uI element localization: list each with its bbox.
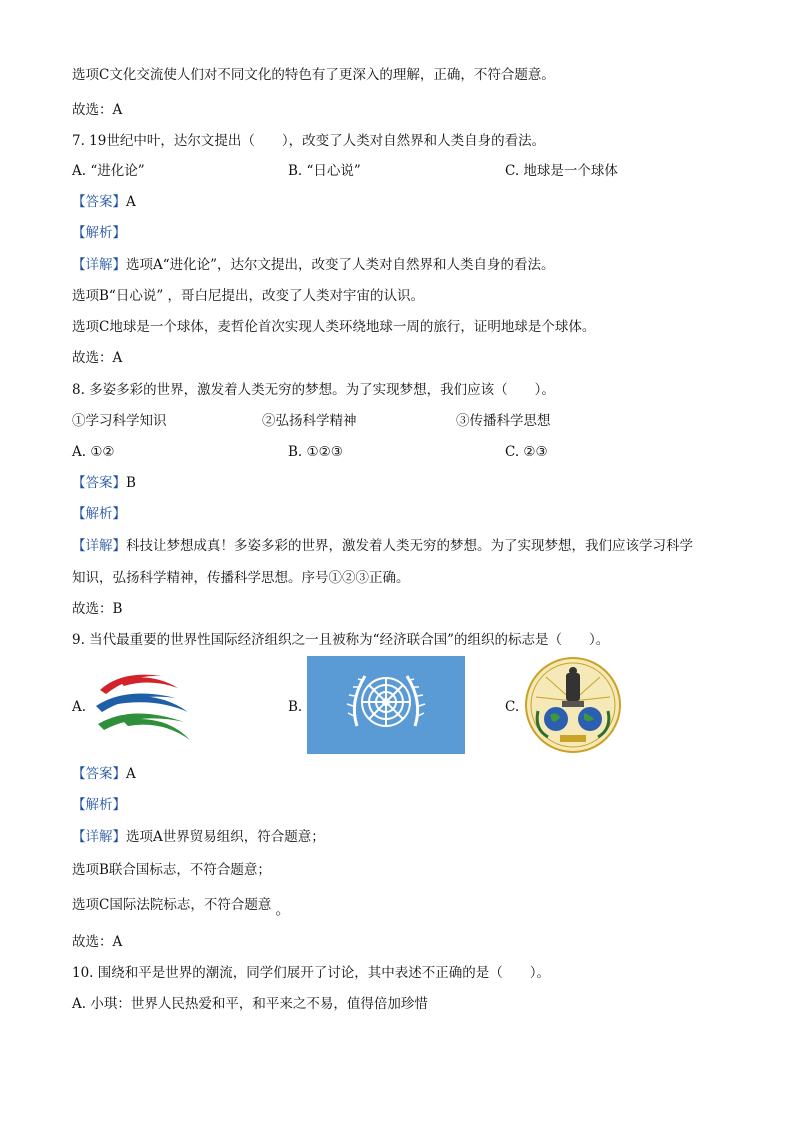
detail-text: 选项A“进化论”，达尔文提出，改变了人类对自然界和人类自身的看法。 (126, 257, 555, 273)
text-line: 选项C文化交流使人们对不同文化的特色有了更深入的理解，正确，不符合题意。 (72, 67, 555, 83)
option-b-label: B. (288, 699, 303, 715)
text-line: 选项B联合国标志，不符合题意； (72, 862, 271, 878)
answer-line (72, 193, 136, 211)
option-c-label: C. (505, 699, 520, 715)
text: 选项C国际法院标志，不符合题意 (72, 897, 272, 913)
analysis-tag: 【解析】 (72, 225, 126, 241)
analysis-tag: 【解析】 (72, 506, 126, 522)
detail-tag: 【详解】 (72, 829, 126, 845)
question-7: 7. 19世纪中叶，达尔文提出（ ），改变了人类对自然界和人类自身的看法。 (72, 133, 546, 149)
answer-line (72, 474, 136, 492)
statement-2: ②弘扬科学精神 (262, 413, 357, 429)
option-a: A. “进化论” (72, 163, 145, 179)
option-c: C. ②③ (505, 444, 548, 460)
detail-tag: 【详解】 (72, 538, 126, 554)
option-c: C. 地球是一个球体 (505, 163, 618, 179)
question-9: 9. 当代最重要的世界性国际经济组织之一且被称为“经济联合国”的组织的标志是（ ）。 (72, 632, 610, 648)
answer-tag: 【答案】 (72, 475, 126, 491)
analysis-tag: 【解析】 (72, 797, 126, 813)
answer-value: A (126, 194, 136, 210)
select-line: 故选：B (72, 601, 123, 617)
option-b: B. “日心说” (288, 163, 361, 179)
text-line (72, 895, 291, 918)
detail-line (72, 537, 693, 555)
detail-line (72, 256, 555, 274)
detail-text: 科技让梦想成真！多姿多彩的世界，激发着人类无穷的梦想。为了实现梦想，我们应该学习科学 (126, 538, 693, 554)
option-a-label: A. (72, 699, 87, 715)
question-10: 10. 围绕和平是世界的潮流，同学们展开了讨论，其中表述不正确的是（ ）。 (72, 965, 551, 981)
answer-value: B (126, 475, 136, 491)
text-line: 知识，弘扬科学精神，传播科学思想。序号①②③正确。 (72, 570, 410, 586)
answer-value: A (126, 766, 136, 782)
text-line: 选项B“日心说” ，哥白尼提出，改变了人类对宇宙的认识。 (72, 288, 425, 304)
detail-tag: 【详解】 (72, 257, 126, 273)
icj-seal (524, 655, 622, 759)
option-b: B. ①②③ (288, 444, 343, 460)
detail-text: 选项A世界贸易组织，符合题意； (126, 829, 325, 845)
statement-1: ①学习科学知识 (72, 413, 167, 429)
answer-tag: 【答案】 (72, 194, 126, 210)
detail-line (72, 828, 325, 846)
wto-logo (92, 660, 196, 748)
text-line: 故选：A (72, 102, 123, 118)
text-line: 选项C地球是一个球体，麦哲伦首次实现人类环绕地球一周的旅行，证明地球是个球体。 (72, 319, 596, 335)
statement-3: ③传播科学思想 (456, 413, 551, 429)
answer-tag: 【答案】 (72, 766, 126, 782)
trailing-period: 。 (275, 900, 291, 918)
answer-line (72, 765, 136, 783)
option-a: A. 小琪：世界人民热爱和平，和平来之不易，值得倍加珍惜 (72, 996, 428, 1012)
select-line: 故选：A (72, 934, 123, 950)
option-a: A. ①② (72, 444, 115, 460)
question-8: 8. 多姿多彩的世界，激发着人类无穷的梦想。为了实现梦想，我们应该（ ）。 (72, 382, 555, 398)
select-line: 故选：A (72, 350, 123, 366)
un-flag (307, 656, 465, 758)
